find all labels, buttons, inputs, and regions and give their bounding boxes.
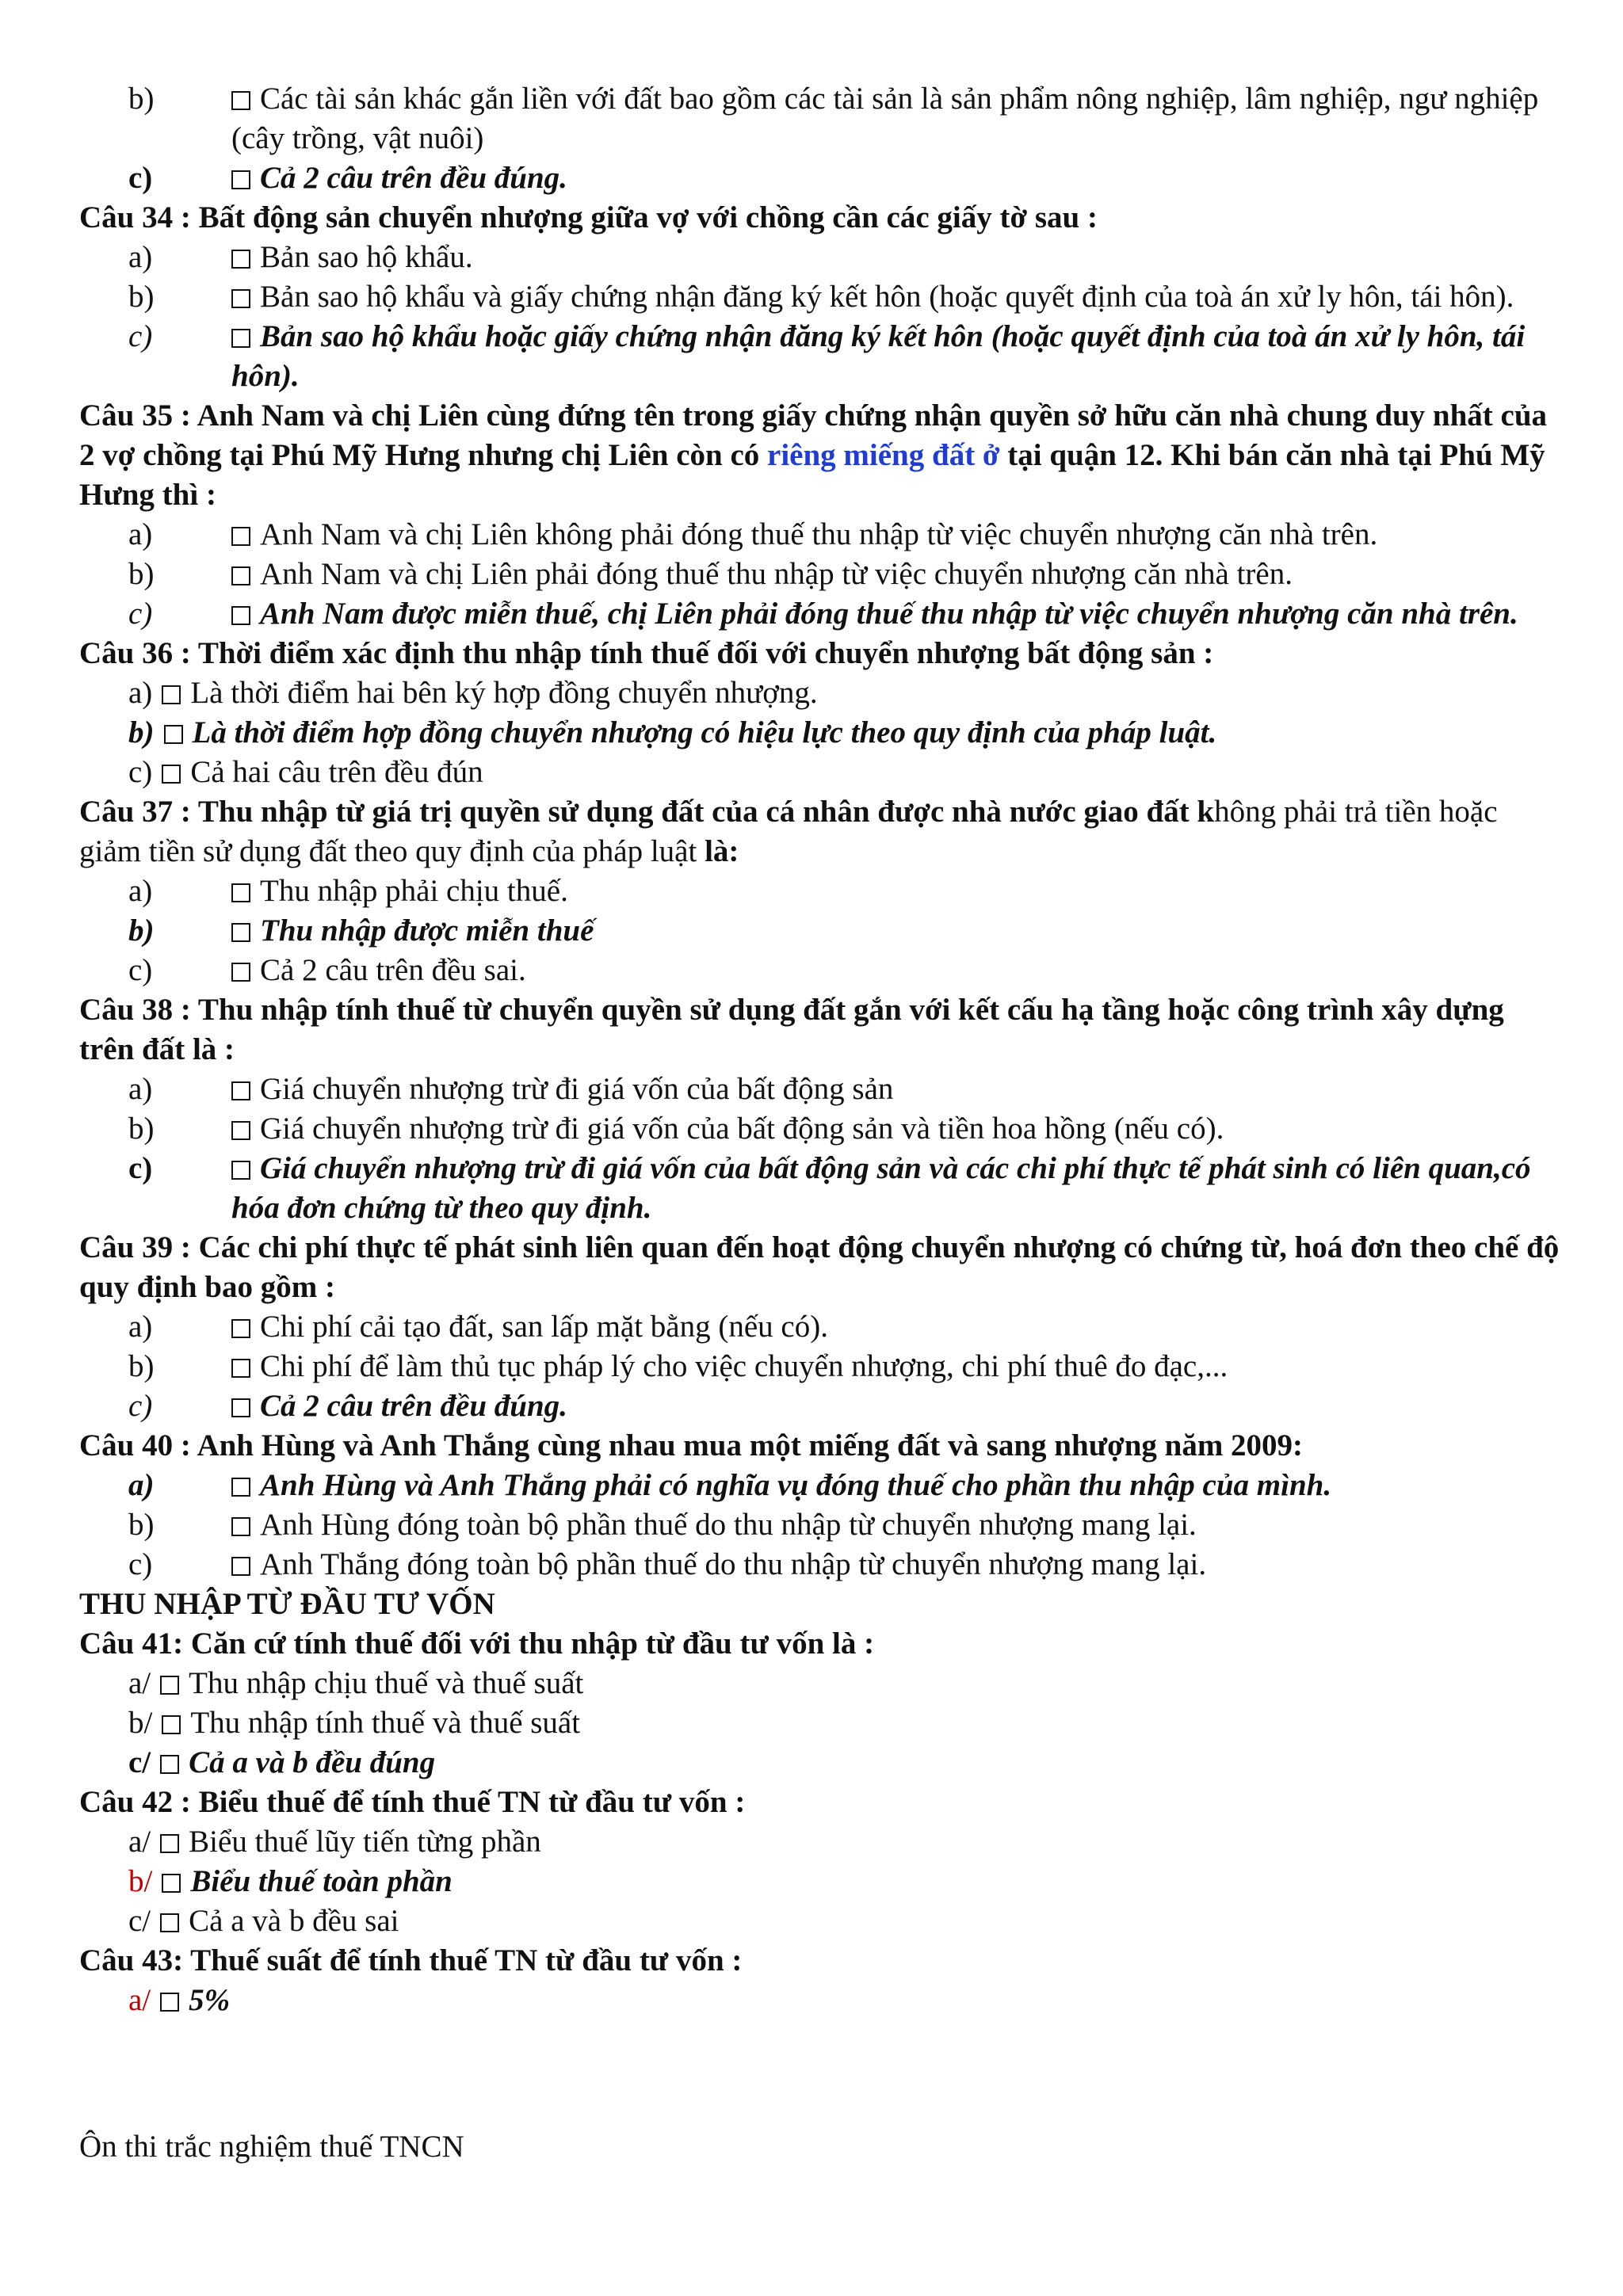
option-text [162,1862,1561,1901]
option-text-value: Các tài sản khác gắn liền với đất bao gồm các tài sản là sản phẩm nông nghiệp, lâm nghiệp, ngư nghiệp (cây trồng, vật nuôi) [231,82,1539,155]
answer-option [79,1109,1561,1149]
option-text [231,317,1561,396]
option-label: a) [128,874,153,908]
checkbox-icon[interactable] [164,725,183,744]
option-label: c) [128,597,153,631]
checkbox-icon[interactable] [231,923,250,942]
option-text [231,1386,1561,1426]
option-text-value: Anh Nam và chị Liên không phải đóng thuế thu nhập từ việc chuyển nhượng căn nhà trên. [260,517,1378,551]
answer-option [79,515,1561,555]
option-label: a) [128,240,153,274]
answer-option-correct [79,713,1561,753]
question-text-part: là: [705,834,739,868]
option-text-value: Cả a và b đều sai [189,1904,399,1938]
checkbox-icon[interactable] [231,250,250,269]
checkbox-icon[interactable] [231,170,250,189]
answer-option [79,1703,1561,1743]
option-label: b) [128,557,155,591]
checkbox-icon[interactable] [160,1913,179,1932]
option-text-value: Cả 2 câu trên đều đúng. [260,1389,567,1423]
option-text-value: Bản sao hộ khẩu. [260,240,473,274]
option-text-value: Là thời điểm hai bên ký hợp đồng chuyển nhượng. [190,676,818,710]
checkbox-icon[interactable] [231,527,250,546]
answer-option [79,1901,1561,1941]
option-label: c/ [128,1745,151,1779]
option-text-value: Anh Nam được miễn thuế, chị Liên phải đóng thuế thu nhập từ việc chuyển nhượng căn nhà trên. [260,597,1518,631]
option-text [231,951,1561,990]
answer-option [79,673,1561,713]
option-label: b) [128,715,155,749]
option-label: b) [128,1508,155,1542]
option-text [231,277,1561,317]
option-label: c) [128,953,153,987]
checkbox-icon[interactable] [162,765,181,784]
option-text-value: Anh Thắng đóng toàn bộ phần thuế do thu nhập từ chuyển nhượng mang lại. [260,1547,1207,1581]
checkbox-icon[interactable] [231,1557,250,1576]
checkbox-icon[interactable] [231,91,250,110]
option-text-value: Bản sao hộ khẩu hoặc giấy chứng nhận đăng ký kết hôn (hoặc quyết định của toà án xử ly hôn, tái hôn). [231,319,1526,393]
checkbox-icon[interactable] [231,566,250,585]
answer-option [79,1307,1561,1347]
option-text [231,158,1561,198]
checkbox-icon[interactable] [231,1517,250,1536]
answer-option-correct [79,1149,1561,1228]
checkbox-icon[interactable] [162,1874,181,1893]
option-label: b) [128,82,155,116]
option-label: c) [128,1389,153,1423]
option-label: b) [128,913,155,948]
option-text [231,1109,1561,1149]
question-heading: Câu 43: Thuế suất để tính thuế TN từ đầu tư vốn : [79,1943,743,1978]
question-text-part: Câu 35 : Anh Nam và chị Liên cùng đứng tên trong giấy chứng nhận quyền sở hữu căn nhà chung duy nhất của 2 vợ chồng tại Phú Mỹ Hưng nhưng chị Liên còn có [79,399,1548,472]
option-text [160,1743,1561,1783]
checkbox-icon[interactable] [160,1993,179,2012]
question-heading: Câu 42 : Biểu thuế để tính thuế TN từ đầu tư vốn : [79,1785,746,1819]
answer-option [79,1070,1561,1109]
checkbox-icon[interactable] [231,883,250,902]
checkbox-icon[interactable] [231,1081,250,1100]
option-text-value: Cả a và b đều đúng [189,1745,436,1779]
question-text-part: tại quận 12. Khi bán căn nhà tại Phú Mỹ Hưng thì : [79,438,1545,512]
answer-option [79,79,1561,158]
option-text-value: 5% [189,1983,231,2017]
checkbox-icon[interactable] [231,1161,250,1180]
answer-option-correct [79,594,1561,634]
option-text-value: Cả 2 câu trên đều sai. [260,953,526,987]
question-heading: Câu 38 : Thu nhập tính thuế từ chuyển quyền sử dụng đất gắn với kết cấu hạ tầng hoặc công trình xây dựng trên đất là : [79,993,1504,1066]
answer-option [79,871,1561,911]
option-text [231,1347,1561,1386]
option-text-value: Thu nhập chịu thuế và thuế suất [189,1666,584,1700]
answer-option-correct [79,911,1561,951]
option-label: c) [128,161,153,195]
option-text [164,713,1562,753]
option-text [160,1901,1561,1941]
answer-option [79,238,1561,277]
checkbox-icon[interactable] [231,1398,250,1417]
option-label: c/ [128,1904,151,1938]
answer-option [79,1664,1561,1703]
question-heading: Câu 41: Căn cứ tính thuế đối với thu nhập từ đầu tư vốn là : [79,1627,875,1661]
checkbox-icon[interactable] [231,289,250,308]
answer-option [79,1545,1561,1585]
checkbox-icon[interactable] [231,1121,250,1140]
answer-option-correct [79,1466,1561,1505]
answer-option [79,1347,1561,1386]
option-text [231,1149,1561,1228]
option-text-value: Chi phí cải tạo đất, san lấp mặt bằng (nếu có). [260,1310,828,1344]
option-text-value: Chi phí để làm thủ tục pháp lý cho việc chuyển nhượng, chi phí thuê đo đạc,... [260,1349,1228,1383]
checkbox-icon[interactable] [162,1715,181,1734]
option-text [231,911,1561,951]
option-label: a/ [128,1666,151,1700]
option-text-value: Cả hai câu trên đều đún [190,755,483,789]
option-text [231,871,1561,911]
option-text-value: Thu nhập tính thuế và thuế suất [190,1706,581,1740]
answer-option-correct [79,1743,1561,1783]
section-heading: THU NHẬP TỪ ĐẦU TƯ VỐN [79,1587,495,1621]
option-text-value: Giá chuyển nhượng trừ đi giá vốn của bất động sản [260,1072,894,1106]
option-label: c) [128,319,153,353]
option-label: a/ [128,1825,151,1859]
checkbox-icon[interactable] [160,1755,179,1774]
option-text [231,1070,1561,1109]
option-text [231,515,1561,555]
option-text-value: Anh Hùng và Anh Thắng phải có nghĩa vụ đóng thuế cho phần thu nhập của mình. [260,1468,1332,1502]
option-text-value: Cả 2 câu trên đều đúng. [260,161,567,195]
answer-option [79,753,1561,792]
checkbox-icon[interactable] [231,329,250,348]
checkbox-icon[interactable] [231,1478,250,1497]
option-label: b/ [128,1706,153,1740]
option-text-value: Thu nhập phải chịu thuế. [260,874,568,908]
option-label: c) [128,1151,153,1185]
option-label: b/ [128,1864,153,1898]
answer-option-correct [79,158,1561,198]
option-text-value: Anh Nam và chị Liên phải đóng thuế thu nhập từ việc chuyển nhượng căn nhà trên. [260,557,1293,591]
option-text [231,1307,1561,1347]
exam-content [79,79,1561,2020]
option-label: a) [128,1468,155,1502]
question-heading: Câu 36 : Thời điểm xác định thu nhập tính thuế đối với chuyển nhượng bất động sản : [79,636,1214,670]
option-label: a) [128,517,153,551]
option-text-value: Giá chuyển nhượng trừ đi giá vốn của bất động sản và các chi phí thực tế phát sinh có liên quan,có hóa đơn chứng từ theo quy định. [231,1151,1531,1225]
checkbox-icon[interactable] [231,1359,250,1378]
option-text-value: Biểu thuế toàn phần [190,1864,453,1898]
option-text [231,555,1561,594]
checkbox-icon[interactable] [160,1834,179,1853]
question-text-part: Câu 37 : Thu nhập từ giá trị quyền sử dụng đất của cá nhân được nhà nước giao đất k [79,795,1215,829]
option-text [231,238,1561,277]
checkbox-icon[interactable] [231,1319,250,1338]
option-text [231,594,1561,634]
option-text-value: Là thời điểm hợp đồng chuyển nhượng có hiệu lực theo quy định của pháp luật. [192,715,1217,749]
question-heading: Câu 40 : Anh Hùng và Anh Thắng cùng nhau mua một miếng đất và sang nhượng năm 2009: [79,1428,1304,1463]
option-text [162,673,1561,713]
checkbox-icon[interactable] [162,685,181,704]
answer-option-correct [79,317,1561,396]
answer-option [79,951,1561,990]
question-text-part: hông phải trả tiền hoặc giảm tiền sử dụng đất theo quy định của pháp luật [79,795,1498,868]
option-text [231,1505,1561,1545]
answer-option [79,1505,1561,1545]
option-label: b) [128,280,155,314]
option-text-value: Anh Hùng đóng toàn bộ phần thuế do thu nhập từ chuyển nhượng mang lại. [260,1508,1197,1542]
option-label: a) [128,676,153,710]
option-text [162,1703,1561,1743]
checkbox-icon[interactable] [160,1676,179,1695]
option-text-value: Biểu thuế lũy tiến từng phần [189,1825,541,1859]
option-label: a/ [128,1983,151,2017]
option-label: c) [128,1547,153,1581]
option-text [160,1981,1561,2020]
highlighted-text: riêng miếng đất ở [767,438,1000,472]
option-text [162,753,1561,792]
answer-option [79,277,1561,317]
answer-option-correct [79,1386,1561,1426]
checkbox-icon[interactable] [231,606,250,625]
option-label: a) [128,1072,153,1106]
question-heading [79,396,1561,515]
checkbox-icon[interactable] [231,963,250,982]
question-heading: Câu 39 : Các chi phí thực tế phát sinh liên quan đến hoạt động chuyển nhượng có chứng từ, hoá đơn theo chế độ quy định bao gồm : [79,1230,1560,1304]
option-label: c) [128,755,153,789]
page-footer: Ôn thi trắc nghiệm thuế TNCN [79,2130,464,2164]
option-text-value: Thu nhập được miễn thuế [260,913,594,948]
answer-option-correct [79,1981,1561,2020]
option-text [231,79,1561,158]
option-text [160,1822,1561,1862]
option-text-value: Bản sao hộ khẩu và giấy chứng nhận đăng ký kết hôn (hoặc quyết định của toà án xử ly hôn, tái hôn). [260,280,1514,314]
option-label: a) [128,1310,153,1344]
answer-option [79,1822,1561,1862]
option-text [231,1545,1561,1585]
question-heading [79,792,1561,871]
question-heading: Câu 34 : Bất động sản chuyển nhượng giữa vợ với chồng cần các giấy tờ sau : [79,200,1098,235]
option-label: b) [128,1112,155,1146]
option-text-value: Giá chuyển nhượng trừ đi giá vốn của bất động sản và tiền hoa hồng (nếu có). [260,1112,1224,1146]
answer-option [79,555,1561,594]
option-label: b) [128,1349,155,1383]
option-text [160,1664,1561,1703]
answer-option-correct [79,1862,1561,1901]
option-text [231,1466,1561,1505]
